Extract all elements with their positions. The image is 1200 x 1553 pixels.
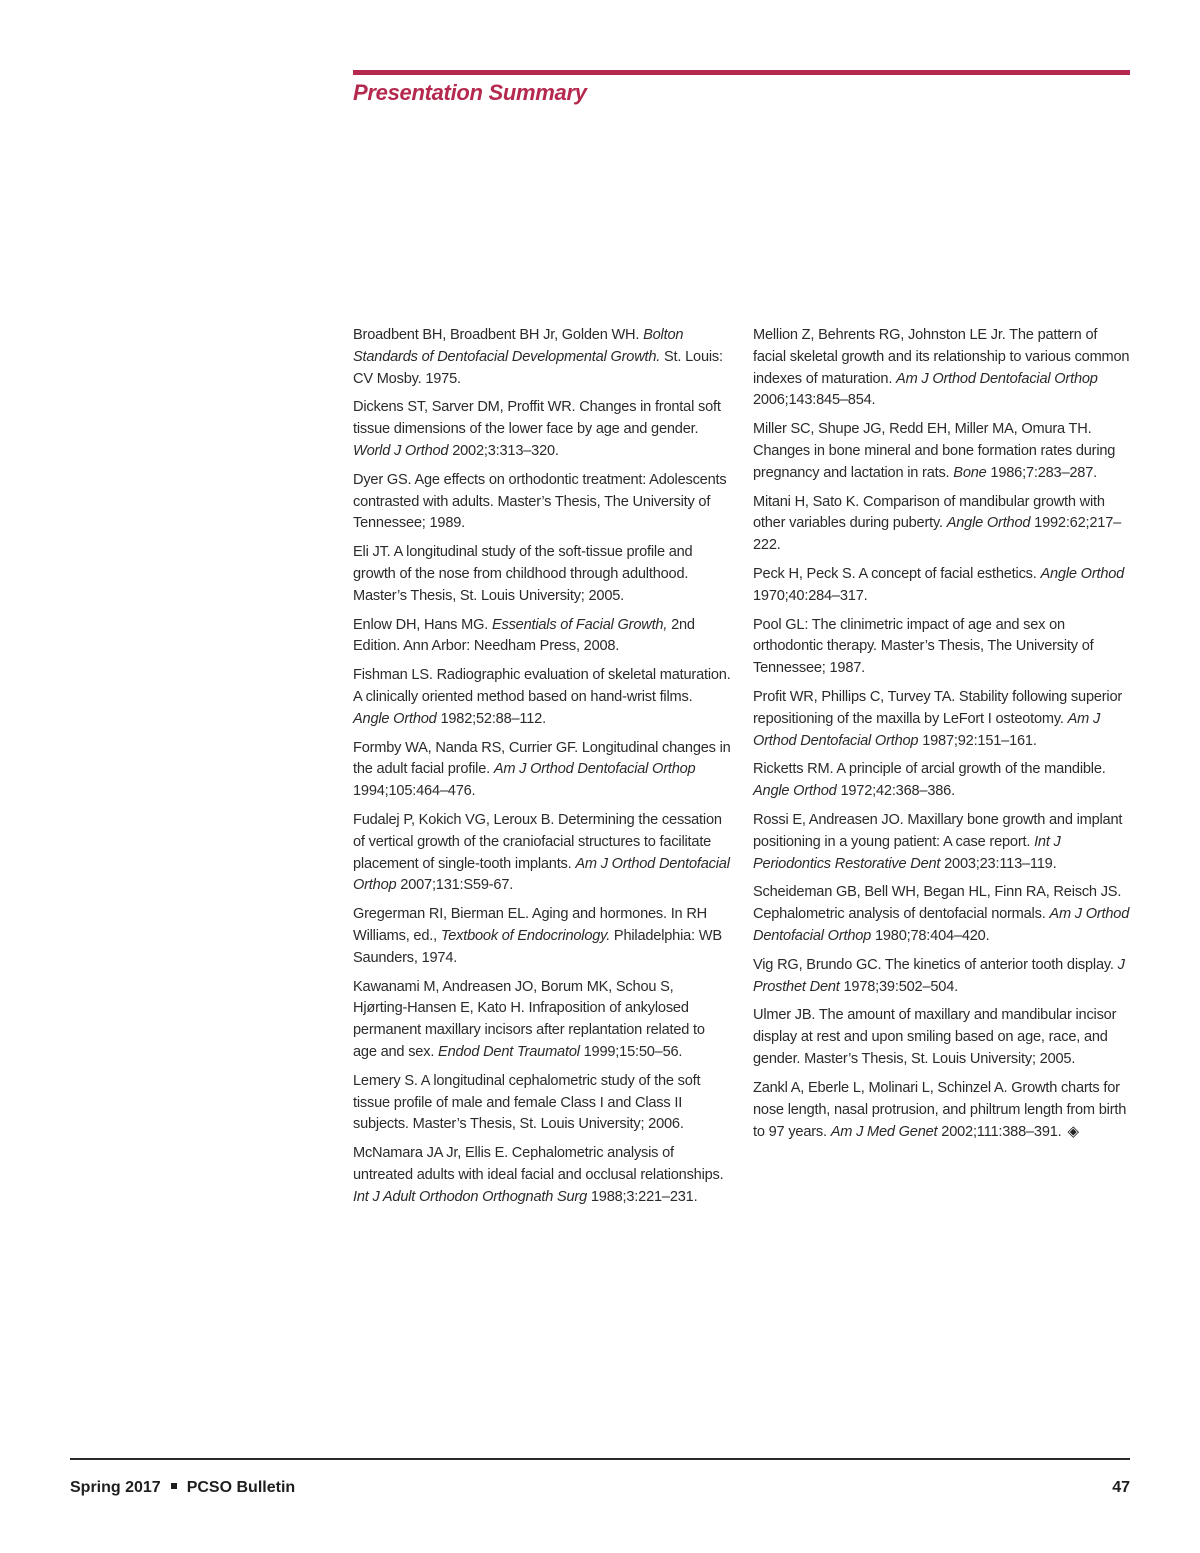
reference-item bbox=[353, 738, 731, 803]
reference-item bbox=[353, 810, 731, 897]
footer-separator-icon bbox=[171, 1483, 177, 1489]
reference-source: Am J Med Genet bbox=[830, 1124, 938, 1141]
reference-citation: Philadelphia: WB Saunders, 1974. bbox=[353, 927, 722, 966]
reference-source: J Prosthet Dent bbox=[753, 956, 1125, 995]
reference-item bbox=[753, 492, 1131, 557]
reference-source: Int J Periodontics Restorative Dent bbox=[753, 833, 1061, 872]
reference-item bbox=[753, 759, 1131, 803]
page-number: 47 bbox=[1112, 1479, 1130, 1496]
reference-text: Mellion Z, Behrents RG, Johnston LE Jr. The pattern of facial skeletal growth and its relationship to various common indexes of maturation. bbox=[753, 327, 1130, 387]
reference-item bbox=[753, 882, 1131, 947]
reference-citation: 1992:62;217–222. bbox=[753, 515, 1122, 554]
reference-item bbox=[753, 325, 1131, 412]
footer-rule bbox=[70, 1458, 1130, 1460]
reference-citation: 1972;42:368–386. bbox=[836, 783, 955, 800]
end-of-article-icon: ◈ bbox=[1067, 1123, 1079, 1141]
reference-text: Zankl A, Eberle L, Molinari L, Schinzel A. Growth charts for nose length, nasal protrusion, and philtrum length from birth to 97 years. bbox=[753, 1079, 1127, 1141]
reference-source: Angle Orthod bbox=[353, 710, 437, 727]
reference-citation: 1970;40:284–317. bbox=[753, 587, 868, 604]
reference-source: Essentials of Facial Growth, bbox=[491, 616, 668, 633]
reference-source: Bolton Standards of Dentofacial Developmental Growth. bbox=[353, 327, 684, 365]
reference-item bbox=[353, 665, 731, 730]
reference-source: World J Orthod bbox=[353, 442, 449, 459]
reference-source: Angle Orthod bbox=[946, 515, 1031, 532]
reference-source: Am J Orthod Dentofacial Orthop bbox=[753, 906, 1130, 944]
reference-source: Bone bbox=[953, 464, 987, 481]
reference-text: Vig RG, Brundo GC. The kinetics of anterior tooth display. bbox=[753, 956, 1118, 973]
reference-source: Angle Orthod bbox=[1040, 565, 1125, 582]
reference-source: Am J Orthod Dentofacial Orthop bbox=[896, 370, 1098, 387]
reference-item bbox=[753, 1005, 1131, 1070]
reference-item bbox=[353, 542, 731, 607]
reference-item bbox=[753, 687, 1131, 752]
reference-source: Angle Orthod bbox=[753, 783, 837, 800]
reference-citation: 2002;111:388–391. bbox=[937, 1124, 1062, 1141]
reference-item bbox=[353, 325, 731, 390]
reference-item bbox=[753, 564, 1131, 608]
reference-item bbox=[353, 904, 731, 969]
section-title: Presentation Summary bbox=[353, 80, 587, 105]
reference-item bbox=[353, 470, 731, 535]
reference-citation: 1986;7:283–287. bbox=[986, 464, 1097, 481]
reference-source: Int J Adult Orthodon Orthognath Surg bbox=[353, 1188, 588, 1205]
reference-citation: 1999;15:50–56. bbox=[579, 1043, 683, 1060]
reference-source: Am J Orthod Dentofacial Orthop bbox=[493, 761, 696, 778]
header-rule bbox=[353, 70, 1130, 75]
reference-text: Dyer GS. Age effects on orthodontic treatment: Adolescents contrasted with adults. Master’s Thesis, The University of Tennessee; 1989. bbox=[353, 471, 727, 532]
references-column-left bbox=[353, 325, 731, 1215]
reference-text: Gregerman RI, Bierman EL. Aging and hormones. In RH Williams, ed., bbox=[353, 906, 708, 944]
reference-citation: 1988;3:221–231. bbox=[587, 1188, 698, 1205]
reference-citation: 2003;23:113–119. bbox=[940, 855, 1057, 872]
footer-title: PCSO Bulletin bbox=[186, 1479, 296, 1496]
footer-publication bbox=[70, 1479, 295, 1497]
reference-text: Dickens ST, Sarver DM, Proffit WR. Changes in frontal soft tissue dimensions of the lower face by age and gender. bbox=[353, 399, 721, 438]
reference-item bbox=[753, 810, 1131, 875]
reference-text: Rossi E, Andreasen JO. Maxillary bone growth and implant positioning in a young patient: A case report. bbox=[753, 811, 1123, 850]
reference-text: Peck H, Peck S. A concept of facial esthetics. bbox=[753, 565, 1041, 582]
reference-item bbox=[353, 615, 731, 659]
reference-citation: 1987;92:151–161. bbox=[918, 732, 1037, 749]
reference-text: Pool GL: The clinimetric impact of age and sex on orthodontic therapy. Master’s Thesis, The University of Tennessee; 1987. bbox=[753, 616, 1094, 677]
reference-item bbox=[353, 1143, 731, 1208]
reference-citation: 1980;78:404–420. bbox=[871, 927, 990, 944]
reference-item bbox=[753, 615, 1131, 680]
footer-season: Spring 2017 bbox=[70, 1479, 161, 1496]
reference-citation: St. Louis: CV Mosby. 1975. bbox=[353, 348, 723, 387]
reference-item bbox=[353, 397, 731, 462]
reference-text: Enlow DH, Hans MG. bbox=[353, 616, 492, 633]
reference-citation: 2002;3:313–320. bbox=[448, 442, 559, 459]
reference-text: McNamara JA Jr, Ellis E. Cephalometric analysis of untreated adults with ideal facial and occlusal relationships. bbox=[353, 1145, 724, 1183]
reference-citation: 1978;39:502–504. bbox=[839, 978, 958, 995]
reference-citation: 2nd Edition. Ann Arbor: Needham Press, 2008. bbox=[353, 616, 695, 655]
reference-text: Scheideman GB, Bell WH, Began HL, Finn RA, Reisch JS. Cephalometric analysis of dentofacial normals. bbox=[753, 884, 1122, 923]
reference-text: Fishman LS. Radiographic evaluation of skeletal maturation. A clinically oriented method based on hand-wrist films. bbox=[353, 667, 731, 705]
references-column-right bbox=[753, 325, 1131, 1151]
reference-text: Eli JT. A longitudinal study of the soft-tissue profile and growth of the nose from childhood through adulthood. Master’s Thesis, St. Louis University; 2005. bbox=[353, 544, 693, 604]
reference-citation: 1982;52:88–112. bbox=[436, 710, 546, 727]
reference-text: Lemery S. A longitudinal cephalometric study of the soft tissue profile of male and female Class I and Class II subjects. Master’s Thesis, St. Louis University; 2006. bbox=[353, 1072, 701, 1133]
reference-text: Kawanami M, Andreasen JO, Borum MK, Schou S, Hjørting-Hansen E, Kato H. Infraposition of ankylosed permanent maxillary incisors after replantation related to age and sex. bbox=[353, 978, 705, 1060]
reference-citation: 2007;131:S59-67. bbox=[396, 877, 514, 894]
reference-source: Endod Dent Traumatol bbox=[438, 1043, 580, 1060]
reference-text: Profit WR, Phillips C, Turvey TA. Stability following superior repositioning of the maxilla by LeFort I osteotomy. bbox=[753, 688, 1123, 727]
reference-item bbox=[753, 955, 1131, 999]
reference-source: Am J Orthod Dentofacial Orthop bbox=[353, 855, 730, 894]
reference-item bbox=[353, 1071, 731, 1136]
reference-text: Miller SC, Shupe JG, Redd EH, Miller MA, Omura TH. Changes in bone mineral and bone formation rates during pregnancy and lactation in rats. bbox=[753, 421, 1116, 481]
reference-source: Am J Orthod Dentofacial Orthop bbox=[753, 710, 1101, 749]
reference-text: Broadbent BH, Broadbent BH Jr, Golden WH. bbox=[353, 327, 644, 343]
reference-text: Mitani H, Sato K. Comparison of mandibular growth with other variables during puberty. bbox=[753, 493, 1105, 532]
reference-text: Fudalej P, Kokich VG, Leroux B. Determining the cessation of vertical growth of the craniofacial structures to facilitate placement of single-tooth implants. bbox=[353, 811, 722, 872]
reference-text: Ricketts RM. A principle of arcial growth of the mandible. bbox=[753, 761, 1106, 778]
reference-text: Ulmer JB. The amount of maxillary and mandibular incisor display at rest and upon smiling based on age, race, and gender. Master’s Thesis, St. Louis University; 2005. bbox=[753, 1007, 1117, 1067]
reference-item bbox=[353, 977, 731, 1064]
reference-item bbox=[753, 1078, 1131, 1144]
reference-citation: 1994;105:464–476. bbox=[353, 783, 476, 800]
reference-citation: 2006;143:845–854. bbox=[753, 392, 876, 409]
reference-source: Textbook of Endocrinology. bbox=[440, 927, 611, 944]
reference-item bbox=[753, 419, 1131, 484]
reference-text: Formby WA, Nanda RS, Currier GF. Longitudinal changes in the adult facial profile. bbox=[353, 739, 731, 778]
